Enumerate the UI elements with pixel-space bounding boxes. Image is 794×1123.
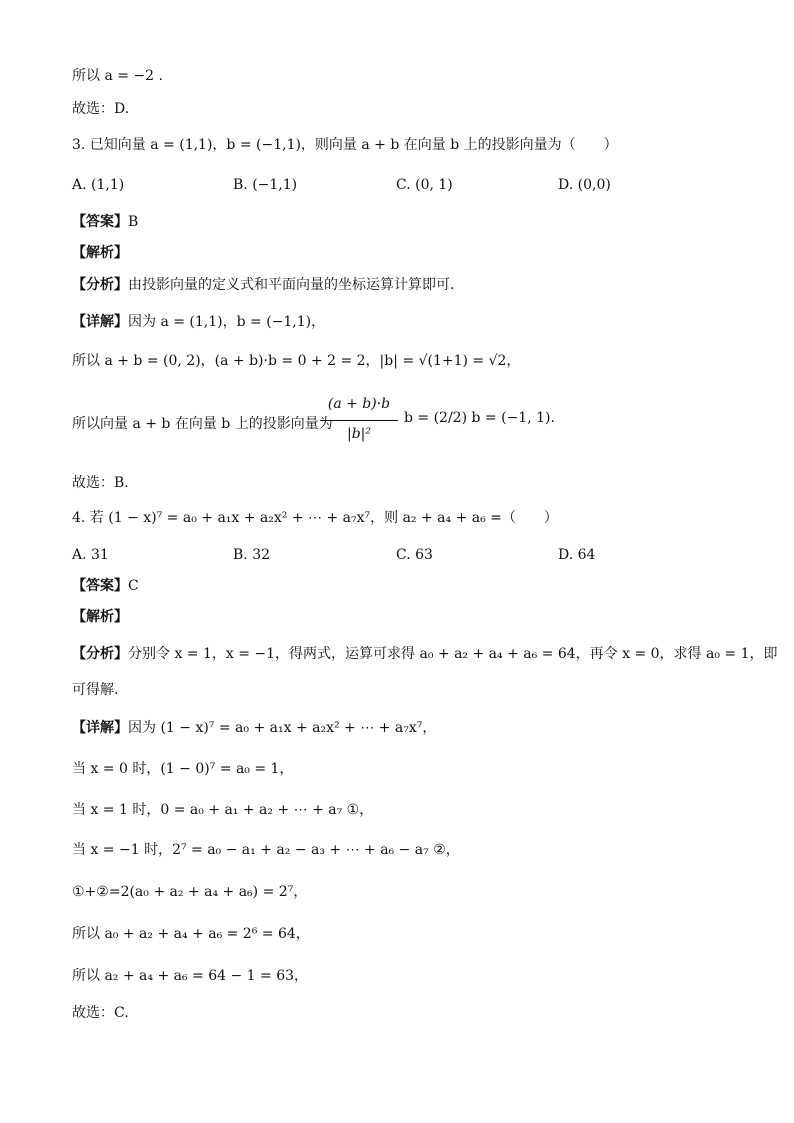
question-3: 3. 已知向量 a = (1,1)，b = (−1,1)，则向量 a + b 在向量 b 上的投影向量为（ ） bbox=[72, 137, 618, 153]
line-so-a: 所以 a = −2 . bbox=[72, 68, 163, 84]
q3-answer bbox=[72, 212, 138, 232]
q4-step-2: 当 x = 1 时，0 = a₀ + a₁ + a₂ + ⋯ + a₇ ①， bbox=[72, 802, 374, 818]
q3-option-d: D. (0,0) bbox=[558, 177, 611, 193]
fraction-result: b = (2/2) b = (−1, 1). bbox=[404, 410, 555, 426]
q4-detail-tag: 【详解】 bbox=[72, 720, 128, 736]
q3-analysis-heading: 【解析】 bbox=[72, 245, 128, 261]
q4-analysis-tag: 【分析】 bbox=[72, 646, 128, 662]
q4-option-a: A. 31 bbox=[72, 547, 109, 563]
q3-step-2: 所以向量 a + b 在向量 b 上的投影向量为 bbox=[72, 416, 333, 432]
q4-step-4: ①+②=2(a₀ + a₂ + a₄ + a₆) = 2⁷， bbox=[72, 884, 308, 900]
fraction-numerator: (a + b)·b bbox=[327, 396, 391, 412]
q3-answer-tag: 【答案】 bbox=[72, 214, 128, 230]
q3-option-a: A. (1,1) bbox=[72, 177, 125, 193]
q3-conclusion: 故选：B. bbox=[72, 475, 129, 491]
question-4: 4. 若 (1 − x)⁷ = a₀ + a₁x + a₂x² + ⋯ + a₇x⁷，则 a₂ + a₄ + a₆ =（ ） bbox=[72, 510, 558, 526]
q3-option-b: B. (−1,1) bbox=[233, 177, 298, 193]
fraction-bar bbox=[320, 420, 398, 421]
q4-detail bbox=[72, 718, 436, 738]
q4-analysis bbox=[72, 644, 778, 664]
q3-analysis-tag: 【分析】 bbox=[72, 277, 128, 293]
q3-detail-tag: 【详解】 bbox=[72, 314, 128, 330]
q3-step-1: 所以 a + b = (0, 2)，(a + b)·b = 0 + 2 = 2，|b| = √(1+1) = √2， bbox=[72, 353, 521, 369]
q4-option-d: D. 64 bbox=[558, 547, 596, 563]
q3-detail-text: 因为 a = (1,1)，b = (−1,1)， bbox=[128, 314, 326, 330]
q4-analysis-heading: 【解析】 bbox=[72, 609, 128, 625]
q4-analysis-cont: 可得解. bbox=[72, 682, 119, 698]
q4-option-c: C. 63 bbox=[396, 547, 433, 563]
q4-step-6: 所以 a₂ + a₄ + a₆ = 64 − 1 = 63， bbox=[72, 968, 309, 984]
q3-option-c: C. (0, 1) bbox=[396, 177, 453, 193]
q4-answer bbox=[72, 576, 139, 596]
q4-option-b: B. 32 bbox=[233, 547, 271, 563]
q3-analysis-text: 由投影向量的定义式和平面向量的坐标运算计算即可. bbox=[128, 277, 455, 293]
line-answer-d: 故选：D. bbox=[72, 101, 130, 117]
q3-projection-formula bbox=[318, 396, 555, 454]
q4-answer-tag: 【答案】 bbox=[72, 578, 128, 594]
q4-step-5: 所以 a₀ + a₂ + a₄ + a₆ = 2⁶ = 64， bbox=[72, 926, 310, 942]
q4-conclusion: 故选：C. bbox=[72, 1005, 129, 1021]
q4-detail-text: 因为 (1 − x)⁷ = a₀ + a₁x + a₂x² + ⋯ + a₇x⁷， bbox=[128, 720, 437, 736]
q3-analysis bbox=[72, 275, 454, 295]
q3-answer-value: B bbox=[128, 214, 139, 230]
q3-detail bbox=[72, 312, 325, 332]
q4-step-3: 当 x = −1 时，2⁷ = a₀ − a₁ + a₂ − a₃ + ⋯ + a₆ − a₇ ②， bbox=[72, 842, 460, 858]
q4-analysis-text: 分别令 x = 1，x = −1，得两式，运算可求得 a₀ + a₂ + a₄ + a₆ = 64，再令 x = 0，求得 a₀ = 1，即 bbox=[128, 646, 778, 662]
fraction-denominator: |b|² bbox=[346, 426, 371, 442]
q4-step-1: 当 x = 0 时，(1 − 0)⁷ = a₀ = 1， bbox=[72, 761, 294, 777]
q4-answer-value: C bbox=[128, 578, 139, 594]
